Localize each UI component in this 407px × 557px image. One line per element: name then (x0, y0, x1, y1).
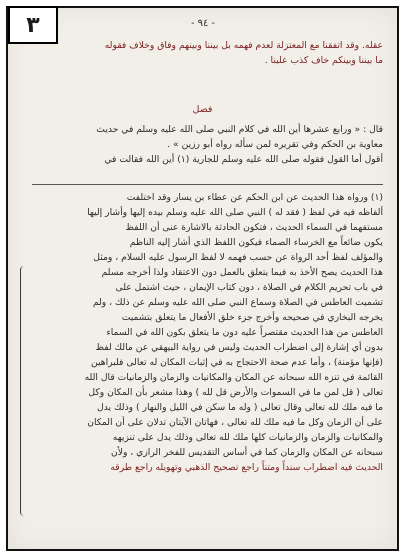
footnote-line: والمؤلف لفظ أحد الرواة عن حسب فهمه لا لفظ الرسول عليه السلام ، ومثل (93, 252, 383, 263)
text-line: معاوية بن الحكم وفي تقريره لمن سأله رواه أبو رزين » . (167, 139, 383, 150)
footnote-line: يكون ضائعاً مع الخرساء الصماء فيكون اللفظ الذي أشار إليه الناظم (129, 237, 383, 248)
footnote-line: القائمة في تنزه الله سبحانه عن المكان والمكانيات والزمان والزمانيات قال الله (84, 372, 383, 383)
footnote-line: يخرجه البخاري في صحيحه وأخرج جزء خلق الأفعال ما يتعلق بتشميت (121, 312, 383, 323)
footnote-line: سبحانه عن المكان والزمان كما في أساس التقديس للفخر الرازي ، ولأن (110, 447, 383, 458)
footnote-line: (١) ورواه هذا الحديث عن ابن الحكم عن عطاء بن يسار وقد اختلفت (126, 192, 383, 203)
footnote-line: ما فيه ملك لله تعالى وقال تعالى ( وله ما سكن في الليل والنهار ) وذلك يدل (97, 402, 383, 413)
footnote-line: مستفهما في السماء الحديث ، فتكون الحادثة بالاشارة عنى أن اللفظ (125, 222, 383, 233)
footnote-line: تشميت العاطس في الصلاة وسماع النبي صلى الله عليه وسلم عن ذلك ، ولم (92, 297, 383, 308)
handwritten-margin-bracket (20, 266, 30, 516)
main-paragraph (30, 122, 383, 167)
footnote-line: (فإنها مؤمنة) ، وأما عدم صحة الاحتجاج به في إثبات المكان له تعالى فلبراهين (91, 357, 383, 368)
footnote-separator (32, 184, 383, 185)
text-line: أقول أما القول فقوله صلى الله عليه وسلم للجارية (١) أين الله فقالت في (104, 154, 383, 165)
scanned-page (6, 6, 399, 551)
footnote-line: العاطس من هذا الحديث مقتصراً عليه دون ما يتعلق بكون الله في السماء (106, 327, 383, 338)
section-title: فصل (192, 104, 213, 115)
footnote-line: في باب تحريم الكلام في الصلاة ، دون كتاب الإيمان ، حيث اشتمل على (115, 282, 383, 293)
page-number-badge: ٣ (8, 6, 58, 44)
footnote-line: على أن الزمان وكل ما فيه ملك لله تعالى ، فهاتان الآيتان تدلان على أن المكان (87, 417, 383, 428)
running-head: - ٩٤ - (191, 18, 215, 29)
top-paragraph (30, 38, 383, 68)
footnote-line: هذا الحديث يصح الأخذ به فيما يتعلق بالعمل دون الاعتقاد ولذا أخرجه مسلم (101, 267, 383, 278)
footnote-block (30, 190, 383, 475)
footnote-line: تعالى ( قل لمن ما في السموات والأرض قل لله ) وهذا مشعر بأن المكان وكل (88, 387, 383, 398)
footnote-line: بدون أي إشارة إلى اضطراب الحديث وليس في رواية البيهقي عن مالك لفظ (95, 342, 383, 353)
footnote-line: والمكانيات والزمان والزمانيات كلها ملك لله تعالى وذلك يدل على تنزيهه (112, 432, 383, 443)
text-line: عقله. وقد اتفقنا مع المعتزلة لعدم فهمه بل بيننا وبينهم وفاق وخلاف فقوله (104, 40, 383, 51)
footnote-line: الحديث فيه اضطراب سنداً ومتناً راجع تصحيح الذهبي وتهويله راجع طرقه (110, 462, 383, 473)
text-line: ما بيننا وبينكم خاف كذب علينا . (264, 55, 383, 66)
footnote-line: ألفاظه فيه في لفظ ( فقد له ) النبي صلى الله عليه وسلم بيده إليها وأشار إليها (87, 207, 383, 218)
text-line: قال : « ورابع عشرها أين الله في كلام النبي صلى الله عليه وسلم في حديث (96, 124, 383, 135)
